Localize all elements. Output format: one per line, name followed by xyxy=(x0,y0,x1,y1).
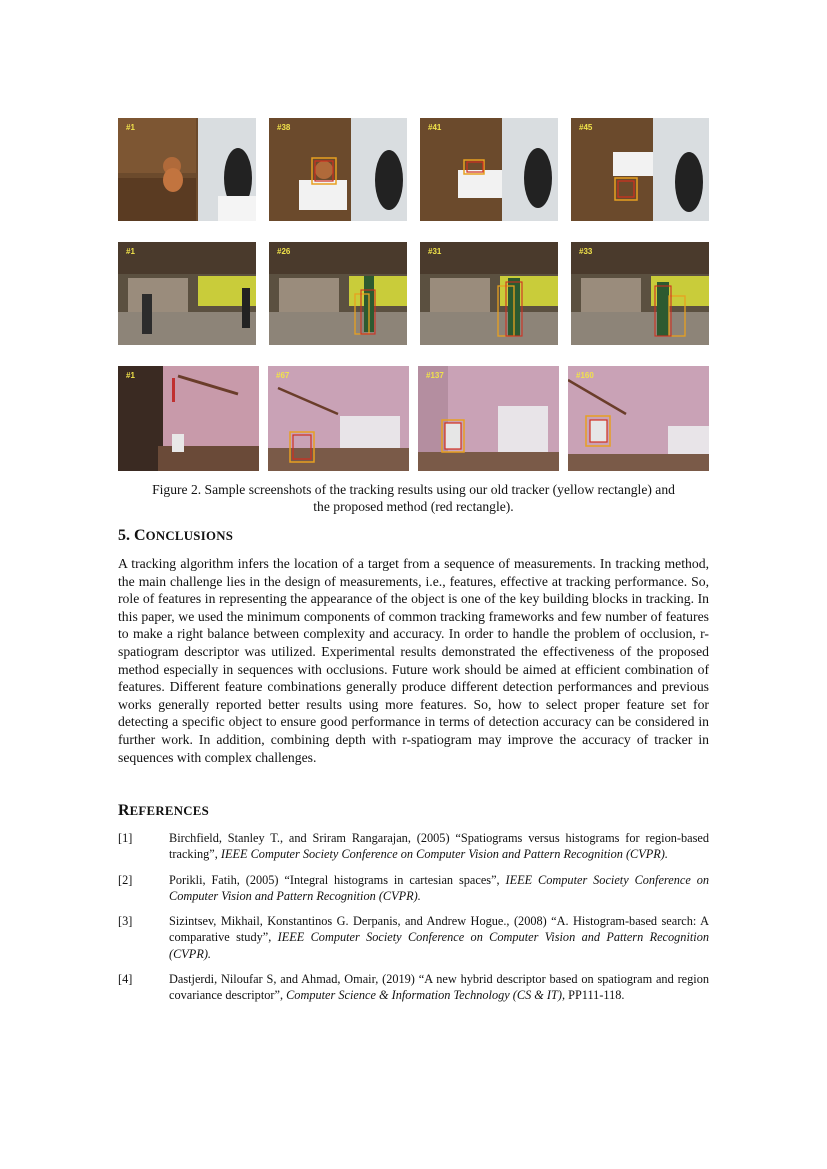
frame-image xyxy=(418,366,559,471)
section-number: 5. xyxy=(118,527,130,544)
reference-text: Dastjerdi, Niloufar S, and Ahmad, Omair, (2019) “A new hybrid descriptor based on spatiogram and region covariance descriptor”, xyxy=(169,972,709,1003)
reference-item xyxy=(118,872,709,905)
frame-number: #26 xyxy=(277,247,291,256)
frame-number: #160 xyxy=(576,371,594,380)
frame-image xyxy=(269,118,407,221)
section-title-initial: C xyxy=(134,527,146,544)
frame-image xyxy=(269,242,407,345)
frame-image xyxy=(118,242,256,345)
figure-row-corridor xyxy=(118,242,709,345)
reference-text: Birchfield, Stanley T., and Sriram Rangarajan, (2005) “Spatiograms versus histograms for region-based tracking”, xyxy=(169,831,709,862)
conclusions-paragraph: A tracking algorithm infers the location of a target from a sequence of measurements. In tracking method, the main challenge lies in the design of measurements, i.e., features, effective at tracking performance. So, role of features in representing the appearance of the object is one of the key building blocks in tracking. In this paper, we used the minimum components of common tracking frameworks and few number of features to make a right balance between complexity and accuracy. In order to handle the problem of occlusion, r-spatiogram descriptor was utilized. Experimental results demonstrated the effectiveness of the proposed method especially in sequences with occlusions. Future work should be aimed at efficient combination of features. Different feature combinations generally produce different detection performances and previous works generally reported better results using more features. So, how to select proper feature set for detecting a specific object to ensure good performance in terms of detection accuracy can be considered in further work. In addition, combining depth with r-spatiogram may improve the accuracy of tracker in sequences with complex challenges. xyxy=(118,556,709,765)
frame-image xyxy=(420,242,558,345)
reference-tail: PP111-118. xyxy=(565,988,625,1003)
reference-number: [3] xyxy=(118,914,133,929)
figure-row-doll xyxy=(118,118,709,221)
frame-number: #1 xyxy=(126,247,135,256)
frame-number: #45 xyxy=(579,123,593,132)
references-title-rest: EFERENCES xyxy=(129,804,210,818)
reference-text: Porikli, Fatih, (2005) “Integral histograms in cartesian spaces”, xyxy=(169,872,506,887)
references-list xyxy=(118,830,709,1013)
frame-number: #31 xyxy=(428,247,442,256)
frame-number: #67 xyxy=(276,371,290,380)
figure-row-room xyxy=(118,366,709,471)
caption-line: the proposed method (red rectangle). xyxy=(313,499,514,514)
reference-venue: IEEE Computer Society Conference on Computer Vision and Pattern Recognition (CVPR). xyxy=(220,847,668,862)
reference-item xyxy=(118,971,709,1004)
frame-number: #33 xyxy=(579,247,593,256)
figure-2 xyxy=(118,118,709,471)
frame-image xyxy=(268,366,409,471)
reference-number: [1] xyxy=(118,831,133,845)
section-title-rest: ONCLUSIONS xyxy=(145,529,234,543)
frame-number: #38 xyxy=(277,123,291,132)
frame-number: #137 xyxy=(426,371,444,380)
reference-number: [4] xyxy=(118,972,133,987)
frame-image xyxy=(568,366,709,471)
references-title-initial: R xyxy=(118,802,130,819)
figure-caption xyxy=(118,481,709,515)
frame-image xyxy=(118,366,259,471)
frame-number: #41 xyxy=(428,123,442,132)
reference-number: [2] xyxy=(118,872,133,887)
frame-image xyxy=(420,118,558,221)
frame-number: #1 xyxy=(126,371,135,380)
reference-venue: Computer Science & Information Technology (CS & IT), xyxy=(286,988,566,1003)
reference-venue: IEEE Computer Society Conference on Computer Vision and Pattern Recognition (CVPR). xyxy=(169,930,709,961)
frame-image xyxy=(571,118,709,221)
reference-venue: IEEE Computer Society Conference on Computer Vision and Pattern Recognition (CVPR). xyxy=(169,872,709,903)
reference-item xyxy=(118,830,709,863)
frame-number: #1 xyxy=(126,123,135,132)
frame-image xyxy=(118,118,256,221)
reference-item xyxy=(118,913,709,962)
reference-text: Sizintsev, Mikhail, Konstantinos G. Derpanis, and Andrew Hogue., (2008) “A. Histogram-based search: A comparative study”, xyxy=(169,914,709,945)
references-heading xyxy=(118,802,209,820)
caption-line: Figure 2. Sample screenshots of the tracking results using our old tracker (yellow rectangle) and xyxy=(152,482,675,497)
frame-image xyxy=(571,242,709,345)
section-heading xyxy=(118,527,233,545)
